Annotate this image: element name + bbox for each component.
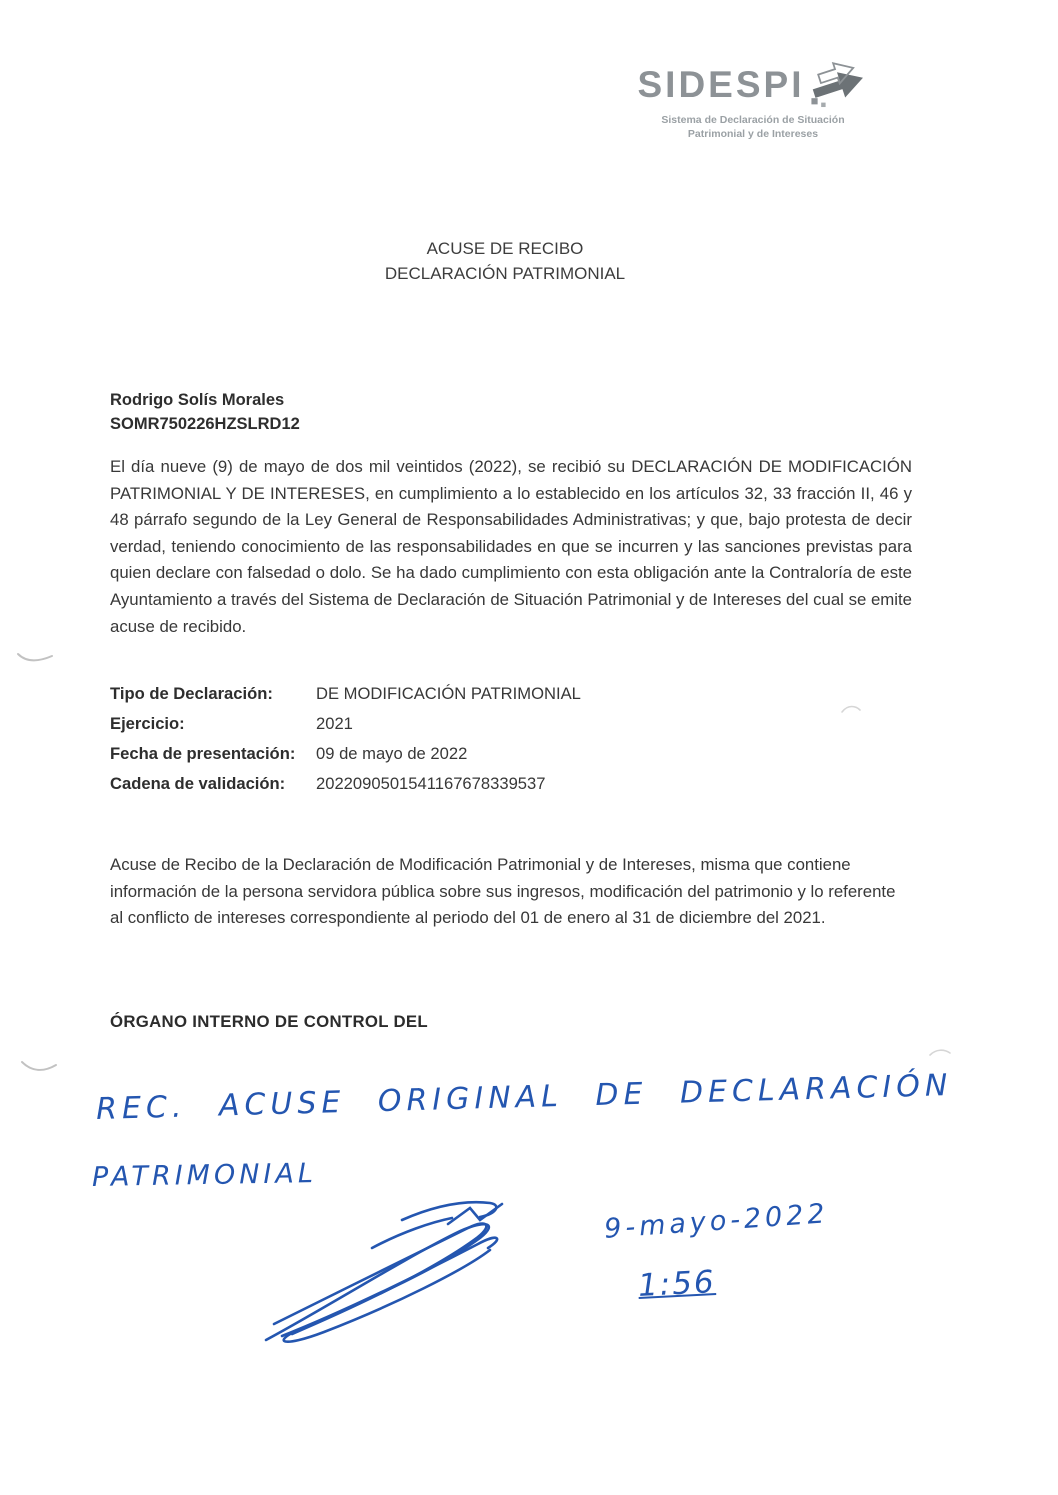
detail-label: Ejercicio:	[110, 714, 185, 733]
document-title-line2: DECLARACIÓN PATRIMONIAL	[384, 264, 626, 283]
detail-label: Fecha de presentación:	[110, 744, 296, 763]
scan-artifact-right-1	[840, 702, 862, 716]
detail-row-ejercicio	[110, 714, 830, 734]
summary-paragraph: Acuse de Recibo de la Declaración de Modificación Patrimonial y de Intereses, misma que contiene información de la persona servidora pública sobre sus ingresos, modificación del patrimonio y lo referente al conflicto de intereses correspondiente al periodo del 01 de enero al 31 de diciembre del 2021.	[110, 855, 896, 928]
recipient-id: SOMR750226HZSLRD12	[110, 415, 300, 433]
body-paragraph: El día nueve (9) de mayo de dos mil veintidos (2022), se recibió su DECLARACIÓN DE MODIFICACIÓN PATRIMONIAL Y DE INTERESES, en cumplimiento a lo establecido en los artículos 32, 33 fracción II, 46 y 48 párrafo segundo de la Ley General de Responsabilidades Administrativas; y que, bajo protesta de decir verdad, teniendo conocimiento de las responsabilidades en que se incurren y las sanciones previstas para quien declare con falsedad o dolo. Se ha dado cumplimiento con esta obligación ante la Contraloría de este Ayuntamiento a través del Sistema de Declaración de Situación Patrimonial y de Intereses del cual se emite acuse de recibido.	[110, 457, 912, 636]
detail-value: DE MODIFICACIÓN PATRIMONIAL	[316, 684, 581, 703]
document-title	[0, 236, 1010, 286]
handwritten-note-line2: PATRIMONIAL	[91, 1158, 318, 1193]
detail-row-tipo	[110, 684, 830, 704]
detail-row-cadena	[110, 774, 830, 794]
handwritten-date: 9-mayo-2022	[603, 1198, 830, 1245]
organ-heading: ÓRGANO INTERNO DE CONTROL DEL	[110, 1012, 428, 1031]
sidespi-arrow-icon	[807, 58, 869, 110]
scan-artifact-right-2	[928, 1046, 952, 1060]
sidespi-logo-subtitle	[638, 113, 868, 141]
detail-value: 09 de mayo de 2022	[316, 744, 468, 763]
signature-scribble	[252, 1188, 552, 1353]
handwritten-time: 1:56	[637, 1263, 717, 1305]
recipient-block	[110, 388, 300, 436]
declaration-details	[110, 684, 830, 804]
scan-artifact-left-2	[20, 1056, 60, 1078]
handwritten-note-line1: REC. ACUSE ORIGINAL DE DECLARACIÓN	[95, 1068, 953, 1127]
scan-artifact-left-1	[16, 648, 56, 668]
sidespi-logo	[638, 58, 868, 141]
sidespi-logo-row	[638, 58, 868, 110]
detail-label: Cadena de validación:	[110, 774, 286, 793]
document-title-line1: ACUSE DE RECIBO	[426, 239, 584, 258]
detail-value: 2021	[316, 714, 353, 733]
logo-subtitle-line2: Patrimonial y de Intereses	[687, 128, 819, 140]
sidespi-logo-text: SIDESPI	[637, 63, 805, 105]
detail-value: 2022090501541167678339537	[316, 774, 546, 793]
detail-row-fecha	[110, 744, 830, 764]
recipient-name: Rodrigo Solís Morales	[110, 391, 285, 409]
logo-subtitle-line1: Sistema de Declaración de Situación	[661, 114, 845, 126]
detail-label: Tipo de Declaración:	[110, 684, 273, 703]
